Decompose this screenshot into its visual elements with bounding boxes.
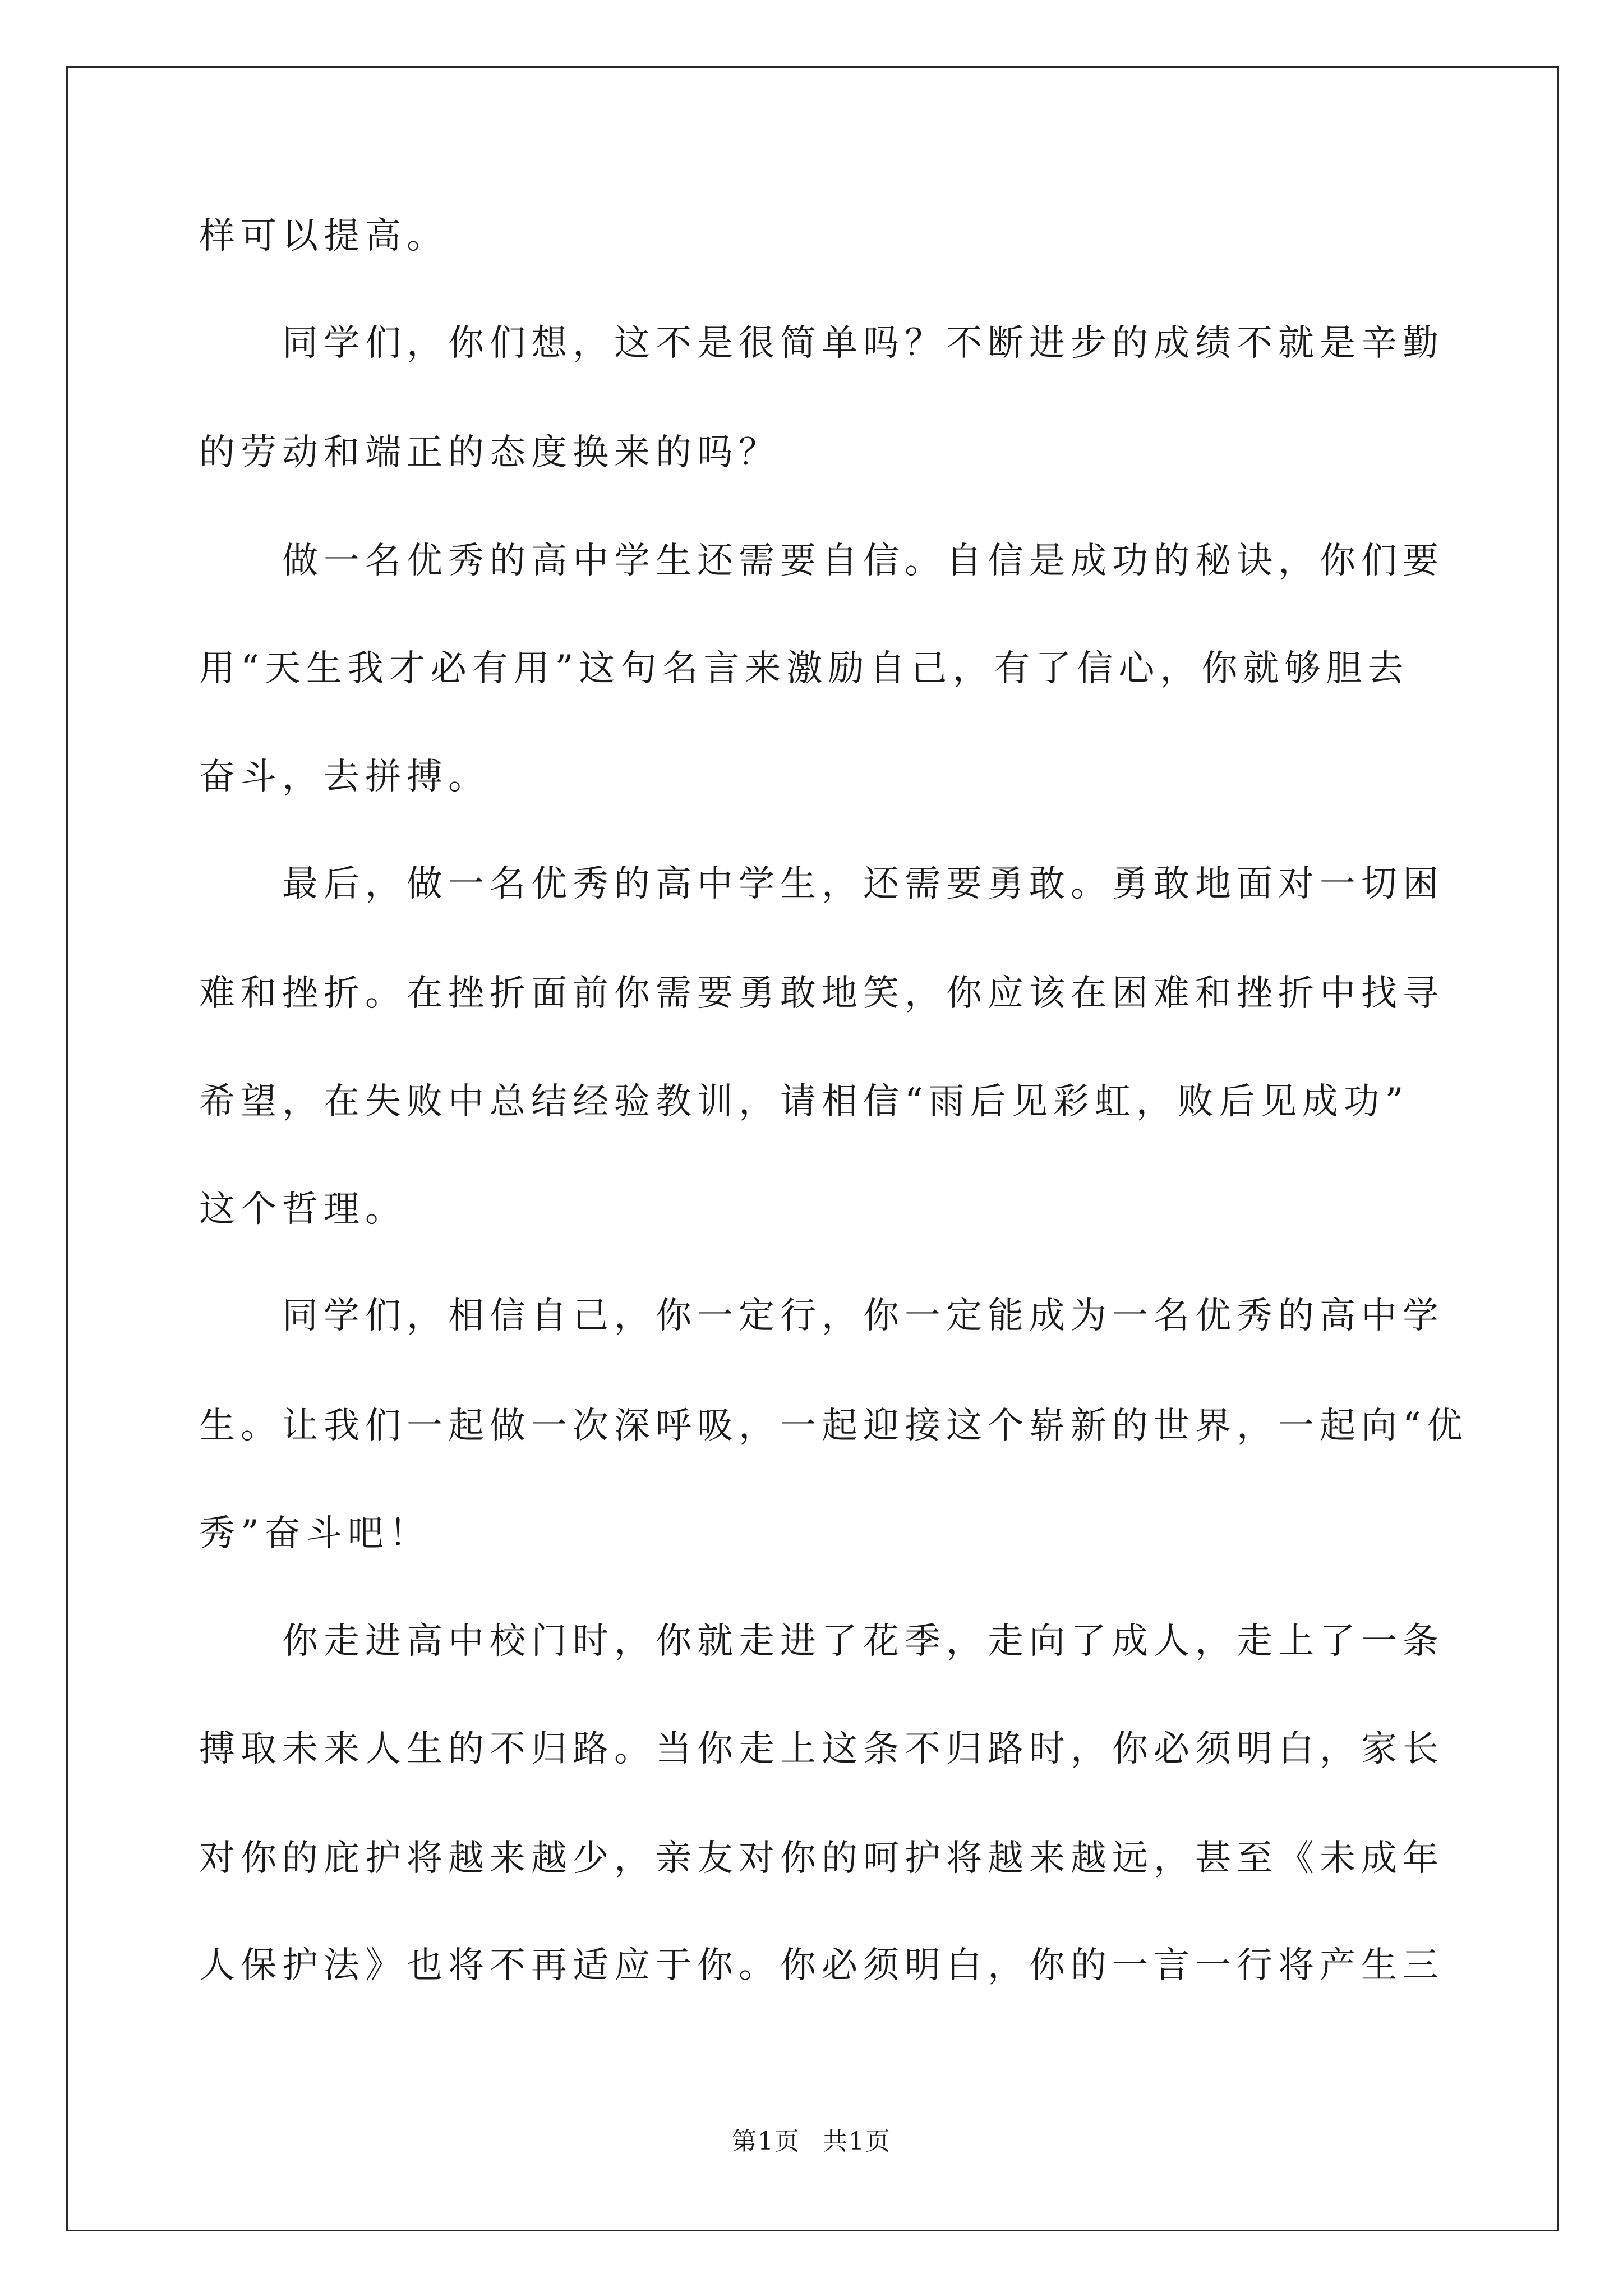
text-line: 难和挫折。在挫折面前你需要勇敢地笑，你应该在困难和挫折中找寻 [199,973,1444,1014]
text-line: 希望，在失败中总结经验教训，请相信“雨后见彩虹，败后见成功” [199,1081,1409,1122]
text-line: 样可以提高。 [199,215,448,257]
page-border [66,66,1559,2231]
text-line: 对你的庇护将越来越少，亲友对你的呵护将越来越远，甚至《未成年 [199,1838,1444,1879]
text-line: 奋斗，去拼搏。 [199,756,490,798]
text-line: 做一名优秀的高中学生还需要自信。自信是成功的秘诀，你们要 [282,540,1444,582]
text-line: 最后，做一名优秀的高中学生，还需要勇敢。勇敢地面对一切困 [282,863,1444,905]
text-line: 同学们，相信自己，你一定行，你一定能成为一名优秀的高中学 [282,1295,1444,1337]
text-line: 的劳动和端正的态度换来的吗？ [199,432,780,473]
page-footer [0,2126,1623,2157]
text-line: 同学们，你们想，这不是很简单吗？不断进步的成绩不就是辛勤 [282,323,1444,364]
text-line: 秀”奋斗吧！ [199,1513,431,1554]
page-total: 共1页 [823,2127,891,2156]
text-line: 人保护法》也将不再适应于你。你必须明白，你的一言一行将产生三 [199,1945,1444,1986]
text-line: 搏取未来人生的不归路。当你走上这条不归路时，你必须明白，家长 [199,1728,1444,1770]
text-line: 你走进高中校门时，你就走进了花季，走向了成人，走上了一条 [282,1621,1444,1662]
text-line: 用“天生我才必有用”这句名言来激励自己，有了信心，你就够胆去 [199,648,1409,689]
text-line: 生。让我们一起做一次深呼吸，一起迎接这个崭新的世界，一起向“优 [199,1405,1468,1447]
page-number: 第1页 [732,2127,800,2156]
text-line: 这个哲理。 [199,1189,407,1230]
